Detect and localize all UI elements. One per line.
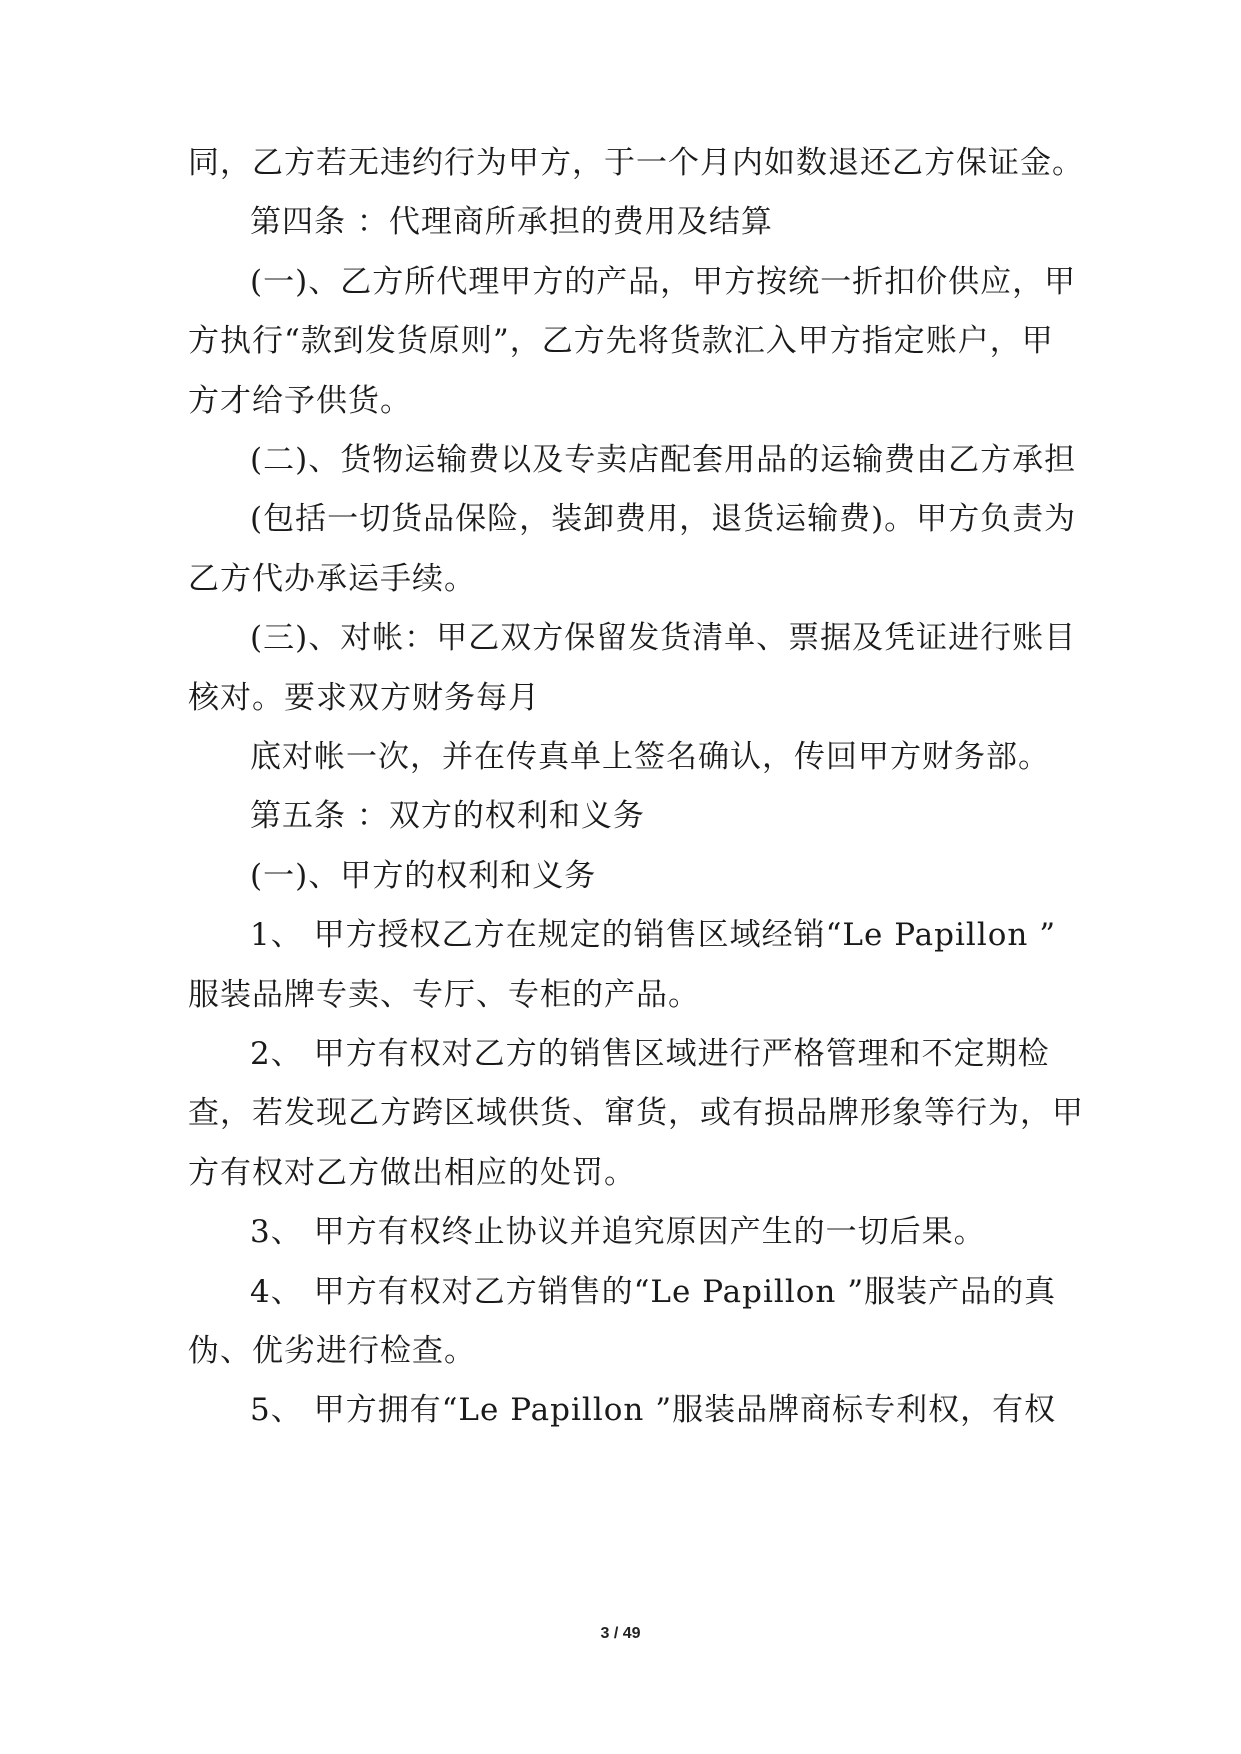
text-line: 方执行“款到发货原则”，乙方先将货款汇入甲方指定账户，甲 xyxy=(188,323,1054,359)
text-line: 2、 甲方有权对乙方的销售区域进行严格管理和不定期检 xyxy=(250,1036,1050,1072)
text-line: 底对帐一次，并在传真单上签名确认，传回甲方财务部。 xyxy=(250,739,1050,775)
text-line: (一)、乙方所代理甲方的产品，甲方按统一折扣价供应，甲 xyxy=(250,264,1077,300)
text-line: 方才给予供货。 xyxy=(188,383,412,419)
text-line: 乙方代办承运手续。 xyxy=(188,561,476,597)
text-line: (二)、货物运输费以及专卖店配套用品的运输费由乙方承担 xyxy=(250,442,1077,478)
text-line: 方有权对乙方做出相应的处罚。 xyxy=(188,1155,636,1191)
text-line: (一)、甲方的权利和义务 xyxy=(250,858,597,894)
section-heading: 第四条 ：代理商所承担的费用及结算 xyxy=(250,204,773,240)
text-line: 伪、优劣进行检查。 xyxy=(188,1333,476,1369)
text-line: 查，若发现乙方跨区域供货、窜货，或有损品牌形象等行为，甲 xyxy=(188,1095,1084,1131)
text-line: 1、 甲方授权乙方在规定的销售区域经销“Le Papillon ” xyxy=(250,917,1057,953)
text-line: 服装品牌专卖、专厅、专柜的产品。 xyxy=(188,977,700,1013)
text-line: 4、 甲方有权对乙方销售的“Le Papillon ”服装产品的真 xyxy=(250,1274,1057,1310)
text-line: 同，乙方若无违约行为甲方，于一个月内如数退还乙方保证金。 xyxy=(188,145,1084,181)
text-line: 5、 甲方拥有“Le Papillon ”服装品牌商标专利权，有权 xyxy=(250,1392,1057,1428)
text-line: (包括一切货品保险，装卸费用，退货运输费)。甲方负责为 xyxy=(250,501,1077,537)
text-line: 核对。要求双方财务每月 xyxy=(188,680,540,716)
text-line: (三)、对帐：甲乙双方保留发货清单、票据及凭证进行账目 xyxy=(250,620,1077,656)
page-number: 3 / 49 xyxy=(600,1625,641,1642)
section-heading: 第五条 ：双方的权利和义务 xyxy=(250,798,645,834)
text-line: 3、 甲方有权终止协议并追究原因产生的一切后果。 xyxy=(250,1214,986,1250)
